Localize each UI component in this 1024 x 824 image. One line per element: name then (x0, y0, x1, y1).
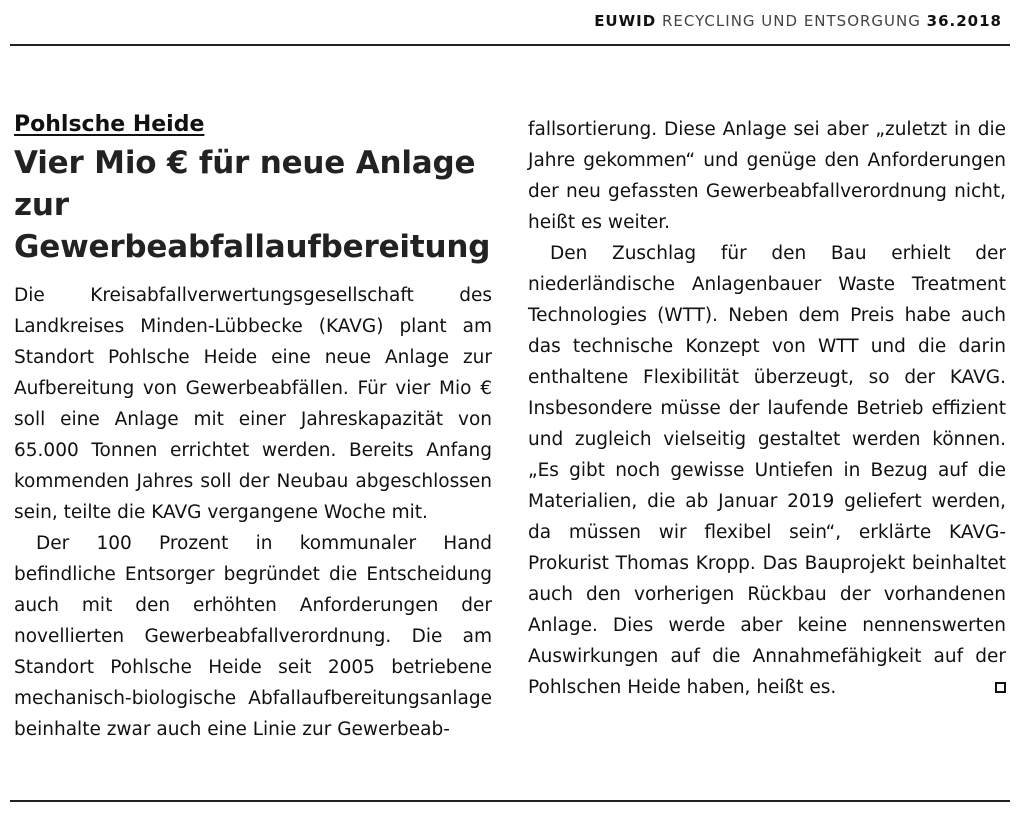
article-column-right (528, 114, 1006, 703)
bottom-rule (10, 800, 1010, 802)
article-paragraph-3-text: Den Zuschlag für den Bau erhielt der niederländische Anlagenbauer Waste Treatment Technologies (WTT). Neben dem Preis habe auch das technische Konzept von WTT und die darin enthaltene Flexibilität überzeugt, so der KAVG. Insbesondere müsse der laufende Betrieb effizient und zugleich vielseitig gestaltet werden können. „Es gibt noch gewisse Untiefen in Bezug auf die Materialien, die ab Januar 2019 geliefert werden, da müssen wir flexibel sein“, erklärte KAVG-Prokurist Thomas Kropp. Das Bauprojekt beinhaltet auch den vorherigen Rückbau der vorhandenen Anlage. Dies werde aber keine nennenswerten Auswirkungen auf die Annahmefähigkeit auf der Pohlschen Heide haben, heißt es. (528, 243, 1006, 698)
article-paragraph-3 (528, 238, 1006, 703)
article-column-left (14, 110, 492, 745)
issue-number: 36.2018 (926, 12, 1002, 30)
end-of-article-square-icon (995, 682, 1006, 693)
publication-header (594, 12, 1002, 30)
article-paragraph-1: Die Kreisabfallverwertungsgesellschaft des Landkreises Minden-Lübbecke (KAVG) plant am Standort Pohlsche Heide eine neue Anlage zur Aufbereitung von Gewerbeabfällen. Für vier Mio € soll eine Anlage mit einer Jahreskapazität von 65.000 Tonnen errichtet werden. Bereits Anfang kommenden Jahres soll der Neubau abgeschlossen sein, teilte die KAVG vergangene Woche mit. (14, 285, 492, 523)
top-rule (10, 44, 1010, 46)
article-paragraph-2-end: fallsortierung. Diese Anlage sei aber „zuletzt in die Jahre gekommen“ und genüge den Anforderungen der neu gefassten Gewerbeabfallverordnung nicht, heißt es weiter. (528, 119, 1006, 233)
publication-brand: EUWID (594, 12, 657, 30)
article-paragraph-2-start: Der 100 Prozent in kommunaler Hand befindliche Entsorger begründet die Entscheidung auch mit den erhöhten Anforderungen der novellierten Gewerbeabfallverordnung. Die am Standort Pohlsche Heide seit 2005 betriebene mechanisch-biologische Abfallaufbereitungsanlage beinhalte zwar auch eine Linie zur Gewerbeab- (14, 533, 492, 740)
article-headline: Vier Mio € für neue Anlage zur Gewerbeabfallaufbereitung (14, 145, 491, 265)
article-kicker: Pohlsche Heide (14, 112, 205, 137)
publication-name: RECYCLING UND ENTSORGUNG (661, 12, 921, 30)
